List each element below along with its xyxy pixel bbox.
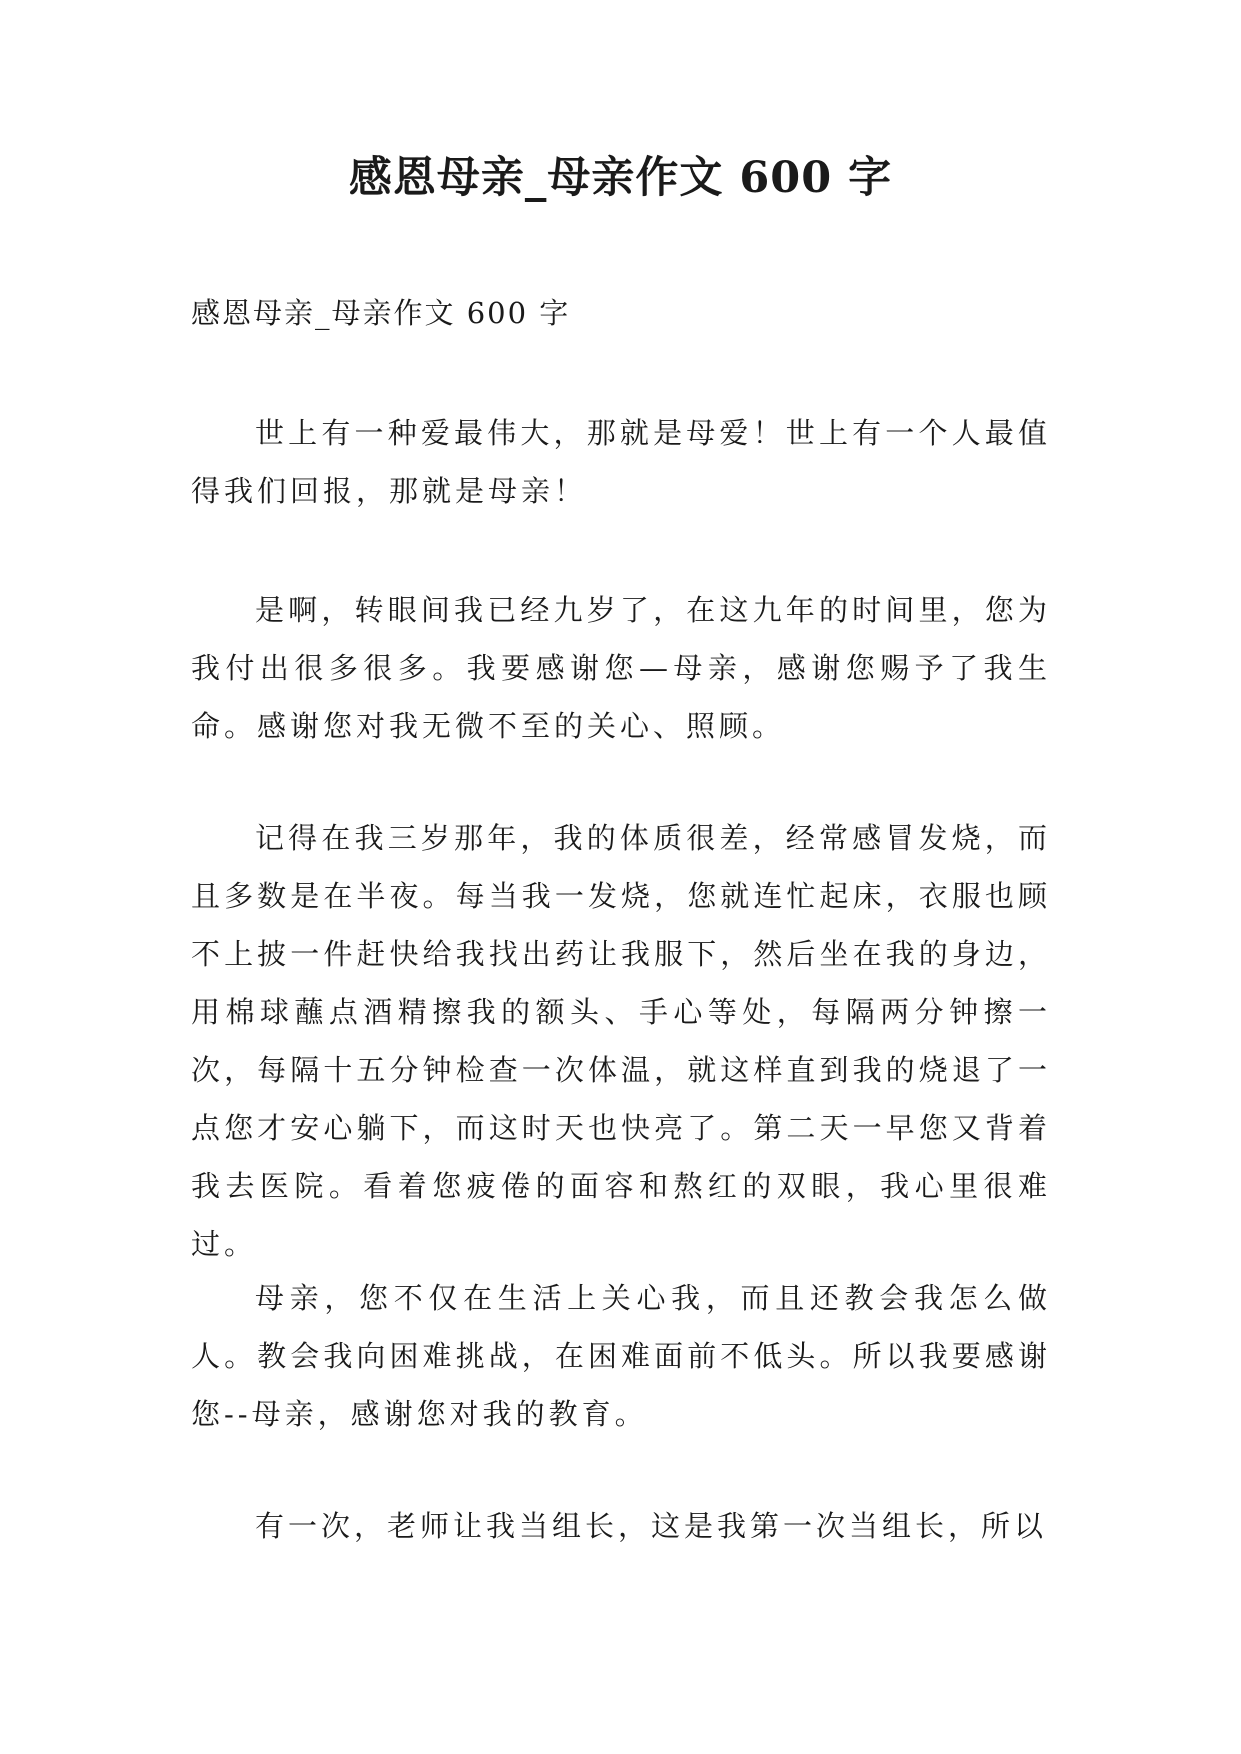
document-title: 感恩母亲_母亲作文 600 字 xyxy=(348,153,893,203)
paragraph: 有一次，老师让我当组长，这是我第一次当组长，所以 xyxy=(255,1509,1048,1543)
paragraph: 母亲，您不仅在生活上关心我，而且还教会我怎么做人。教会我向困难挑战，在困难面前不低头。所以我要感谢您--母亲，感谢您对我的教育。 xyxy=(191,1281,1051,1431)
document-subtitle: 感恩母亲_母亲作文 600 字 xyxy=(191,296,571,330)
paragraph: 是啊，转眼间我已经九岁了，在这九年的时间里，您为我付出很多很多。我要感谢您—母亲，感谢您赐予了我生命。感谢您对我无微不至的关心、照顾。 xyxy=(191,593,1051,743)
paragraph: 记得在我三岁那年，我的体质很差，经常感冒发烧，而且多数是在半夜。每当我一发烧，您就连忙起床，衣服也顾不上披一件赶快给我找出药让我服下，然后坐在我的身边，用棉球蘸点酒精擦我的额头、手心等处，每隔两分钟擦一次，每隔十五分钟检查一次体温，就这样直到我的烧退了一点您才安心躺下，而这时天也快亮了。第二天一早您又背着我去医院。看着您疲倦的面容和熬红的双眼，我心里很难过。 xyxy=(191,821,1051,1261)
paragraph: 世上有一种爱最伟大，那就是母爱！世上有一个人最值得我们回报，那就是母亲！ xyxy=(191,416,1051,508)
